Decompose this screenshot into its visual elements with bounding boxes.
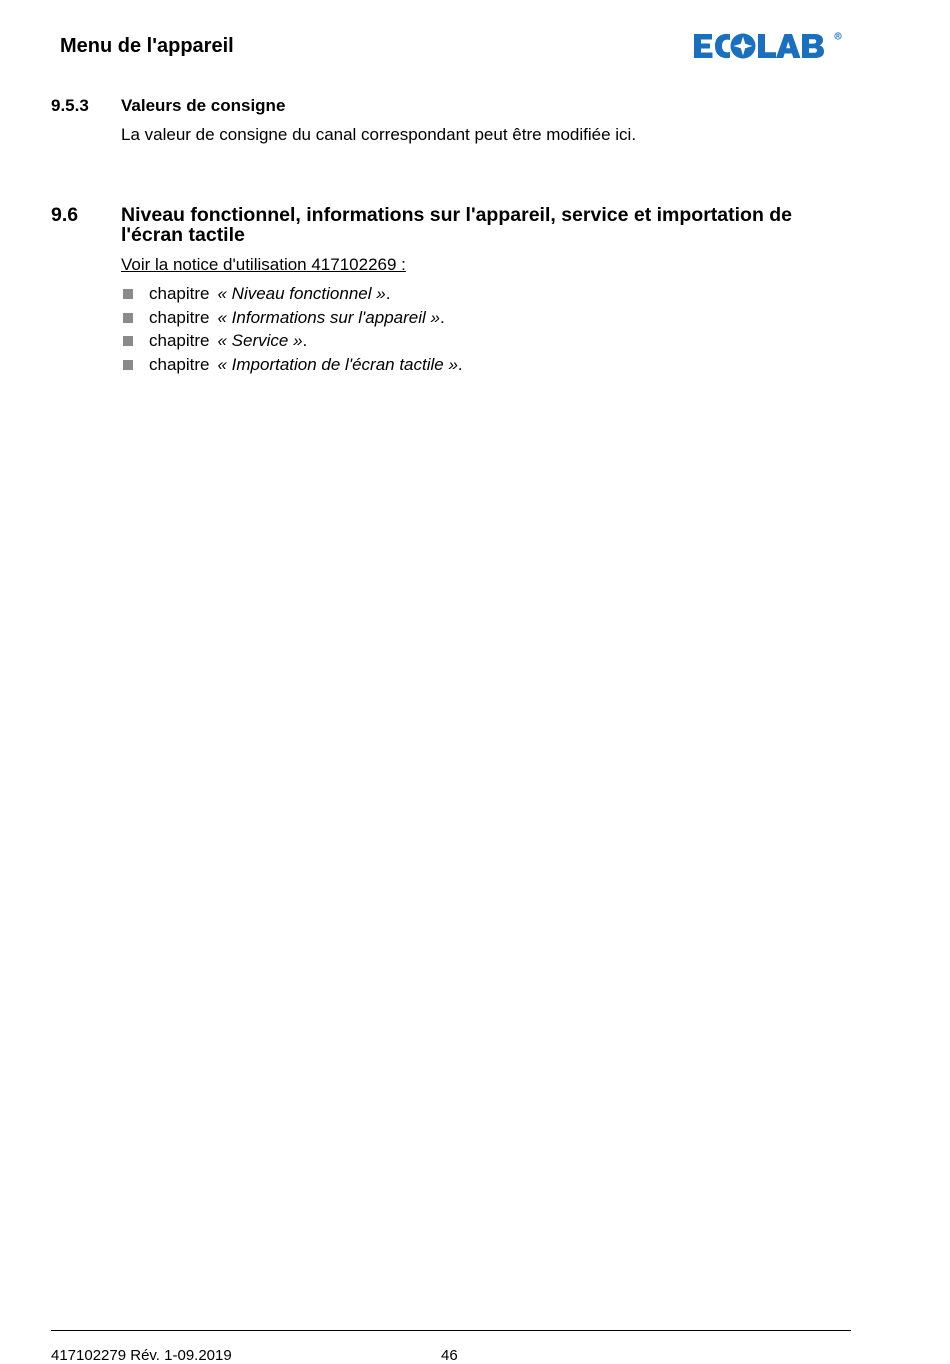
list-item — [121, 284, 463, 308]
page-number: 46 — [441, 1347, 458, 1364]
section-number-96: 9.6 — [51, 204, 79, 226]
list-item — [121, 308, 463, 332]
footer-document-reference: 417102279 Rév. 1-09.2019 — [51, 1347, 232, 1364]
page-title: Menu de l'appareil — [60, 35, 234, 57]
footer-divider — [51, 1330, 851, 1331]
chapter-label: chapitre — [149, 331, 210, 350]
manual-reference-link[interactable]: Voir la notice d'utilisation 417102269 : — [121, 255, 406, 274]
square-bullet-icon — [123, 360, 133, 370]
chapter-list — [121, 284, 463, 378]
chapter-suffix: . — [439, 307, 445, 327]
ecolab-logo — [693, 31, 843, 61]
square-bullet-icon — [123, 336, 133, 346]
section-title-96-line1: Niveau fonctionnel, informations sur l'appareil, service et importation de — [121, 204, 793, 226]
chapter-name: « Niveau fonctionnel » — [217, 284, 386, 303]
chapter-label: chapitre — [149, 354, 210, 374]
chapter-name: « Service » — [217, 331, 303, 350]
chapter-name: « Importation de l'écran tactile » — [217, 354, 458, 374]
section-title-953: Valeurs de consigne — [121, 96, 286, 115]
section-title-96-line2: l'écran tactile — [121, 224, 245, 246]
chapter-name: « Informations sur l'appareil » — [217, 307, 440, 327]
chapter-suffix: . — [457, 354, 463, 374]
list-item — [121, 355, 463, 379]
list-item — [121, 331, 463, 355]
chapter-label: chapitre — [149, 307, 210, 327]
section-number-953: 9.5.3 — [51, 96, 89, 115]
section-953-text: La valeur de consigne du canal correspondant peut être modifiée ici. — [121, 125, 637, 144]
chapter-suffix: . — [302, 331, 308, 350]
chapter-suffix: . — [385, 284, 391, 303]
square-bullet-icon — [123, 313, 133, 323]
chapter-label: chapitre — [149, 284, 210, 303]
square-bullet-icon — [123, 289, 133, 299]
